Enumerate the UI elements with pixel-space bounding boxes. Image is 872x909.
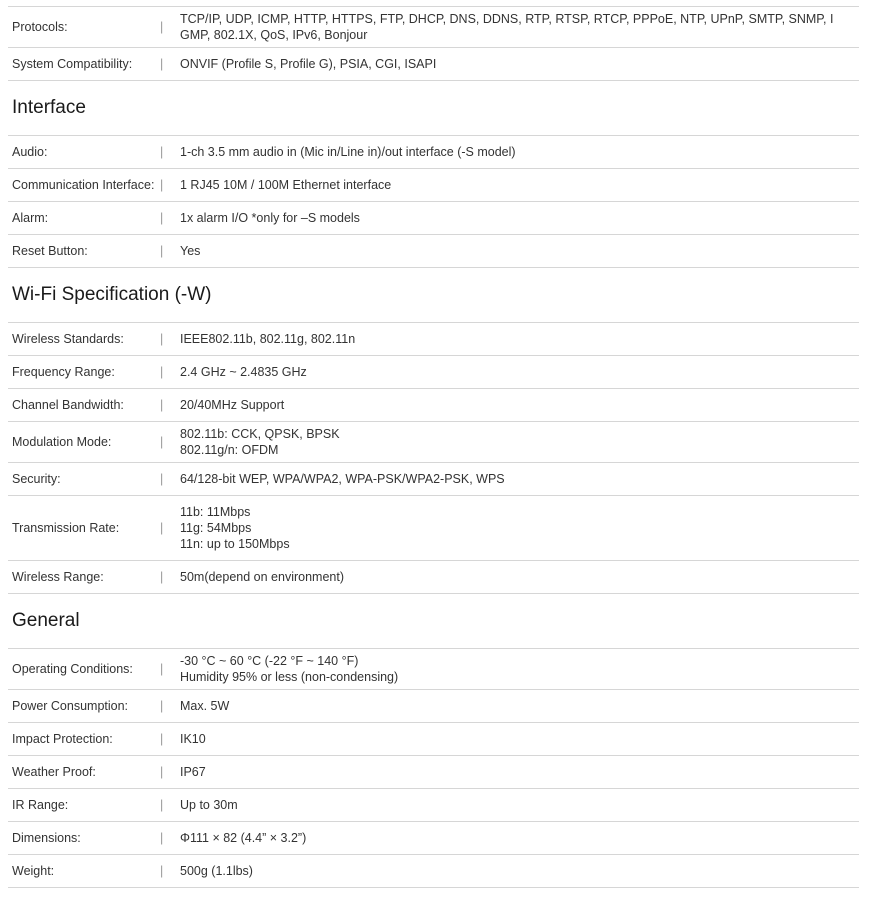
spec-value (180, 210, 859, 226)
spec-label: Frequency Range: (12, 365, 115, 379)
separator: | (160, 398, 164, 412)
spec-value (180, 471, 859, 487)
spec-value (180, 177, 859, 193)
spec-value (180, 144, 859, 160)
separator: | (160, 864, 164, 878)
separator: | (160, 211, 164, 225)
spec-row-communication-interface (8, 169, 859, 201)
spec-value (180, 653, 859, 685)
spec-value-line: Φ111 × 82 (4.4” × 3.2”) (180, 831, 307, 845)
separator: | (160, 332, 164, 346)
spec-value-line: Up to 30m (180, 798, 238, 812)
spec-value-line: Humidity 95% or less (non-condensing) (180, 670, 399, 684)
spec-label: Wireless Range: (12, 570, 104, 584)
spec-value-line: 1-ch 3.5 mm audio in (Mic in/Line in)/out interface (-S model) (180, 145, 516, 159)
spec-value-line: Max. 5W (180, 699, 230, 713)
divider (8, 887, 859, 888)
spec-row-impact-protection (8, 723, 859, 755)
spec-label: Reset Button: (12, 244, 88, 258)
spec-value-line: Yes (180, 244, 201, 258)
spec-label: Operating Conditions: (12, 662, 133, 676)
separator: | (160, 145, 164, 159)
separator: | (160, 365, 164, 379)
spec-row-dimensions (8, 822, 859, 854)
spec-value (180, 364, 859, 380)
spec-value (180, 764, 859, 780)
spec-value (180, 243, 859, 259)
spec-label: Power Consumption: (12, 699, 129, 713)
spec-value-line: 802.11b: CCK, QPSK, BPSK (180, 427, 340, 441)
spec-value (180, 504, 859, 552)
spec-value-line: 1x alarm I/O *only for –S models (180, 211, 360, 225)
spec-row-reset-button (8, 235, 859, 267)
spec-value (180, 11, 859, 43)
spec-value-line: IEEE802.11b, 802.11g, 802.11n (180, 332, 356, 346)
spec-value (180, 863, 859, 879)
spec-value (180, 698, 859, 714)
spec-value-line: ONVIF (Profile S, Profile G), PSIA, CGI, ISAPI (180, 57, 437, 71)
spec-value-line: GMP, 802.1X, QoS, IPv6, Bonjour (180, 28, 368, 42)
spec-value-line: TCP/IP, UDP, ICMP, HTTP, HTTPS, FTP, DHCP, DNS, DDNS, RTP, RTSP, RTCP, PPPoE, NTP, UPnP, SMTP, SNMP, I (180, 12, 834, 26)
separator: | (160, 732, 164, 746)
separator: | (160, 662, 164, 676)
spec-value (180, 569, 859, 585)
spec-row-system-compatibility (8, 48, 859, 80)
spec-row-modulation-mode (8, 422, 859, 462)
spec-value-line: 50m(depend on environment) (180, 570, 344, 584)
spec-value-line: 64/128-bit WEP, WPA/WPA2, WPA-PSK/WPA2-PSK, WPS (180, 472, 505, 486)
spec-row-security (8, 463, 859, 495)
spec-value-line: 2.4 GHz ~ 2.4835 GHz (180, 365, 307, 379)
spec-value-line: 20/40MHz Support (180, 398, 285, 412)
spec-label: Modulation Mode: (12, 435, 112, 449)
separator: | (160, 765, 164, 779)
spec-value (180, 397, 859, 413)
spec-row-weight (8, 855, 859, 887)
spec-label: Audio: (12, 145, 48, 159)
spec-value-line: 11g: 54Mbps (180, 521, 252, 535)
spec-row-protocols (8, 7, 859, 47)
spec-row-transmission-rate (8, 496, 859, 560)
section-heading-general: General (12, 610, 80, 631)
spec-row-weather-proof (8, 756, 859, 788)
spec-value-line: 11n: up to 150Mbps (180, 537, 290, 551)
spec-value (180, 426, 859, 458)
spec-row-wireless-range (8, 561, 859, 593)
spec-value-line: IK10 (180, 732, 206, 746)
separator: | (160, 57, 164, 71)
separator: | (160, 244, 164, 258)
separator: | (160, 798, 164, 812)
spec-row-wireless-standards (8, 323, 859, 355)
spec-value (180, 56, 859, 72)
spec-value-line: -30 °C ~ 60 °C (-22 °F ~ 140 °F) (180, 654, 359, 668)
spec-row-frequency-range (8, 356, 859, 388)
spec-value-line: IP67 (180, 765, 206, 779)
spec-label: Wireless Standards: (12, 332, 124, 346)
spec-label: Protocols: (12, 20, 68, 34)
separator: | (160, 472, 164, 486)
spec-label: Communication Interface: (12, 178, 155, 192)
spec-value-line: 11b: 11Mbps (180, 505, 251, 519)
separator: | (160, 570, 164, 584)
spec-value-line: 802.11g/n: OFDM (180, 443, 279, 457)
spec-label: Transmission Rate: (12, 521, 120, 535)
spec-row-audio (8, 136, 859, 168)
separator: | (160, 20, 164, 34)
specification-table (8, 0, 859, 888)
spec-label: Security: (12, 472, 61, 486)
spec-row-alarm (8, 202, 859, 234)
spec-value (180, 331, 859, 347)
spec-value-line: 1 RJ45 10M / 100M Ethernet interface (180, 178, 392, 192)
spec-label: Dimensions: (12, 831, 81, 845)
spec-label: IR Range: (12, 798, 69, 812)
separator: | (160, 178, 164, 192)
spec-label: Channel Bandwidth: (12, 398, 124, 412)
separator: | (160, 831, 164, 845)
section-heading-interface: Interface (12, 97, 86, 118)
spec-row-channel-bandwidth (8, 389, 859, 421)
separator: | (160, 699, 164, 713)
section-heading-wi-fi-specification-w: Wi-Fi Specification (-W) (12, 284, 212, 305)
spec-value (180, 731, 859, 747)
spec-label: Weight: (12, 864, 55, 878)
spec-label: Alarm: (12, 211, 49, 225)
spec-label: System Compatibility: (12, 57, 133, 71)
spec-row-operating-conditions (8, 649, 859, 689)
spec-label: Impact Protection: (12, 732, 113, 746)
spec-label: Weather Proof: (12, 765, 96, 779)
spec-value-line: 500g (1.1lbs) (180, 864, 253, 878)
separator: | (160, 521, 164, 535)
spec-value (180, 797, 859, 813)
spec-row-power-consumption (8, 690, 859, 722)
spec-value (180, 830, 859, 846)
spec-row-ir-range (8, 789, 859, 821)
separator: | (160, 435, 164, 449)
